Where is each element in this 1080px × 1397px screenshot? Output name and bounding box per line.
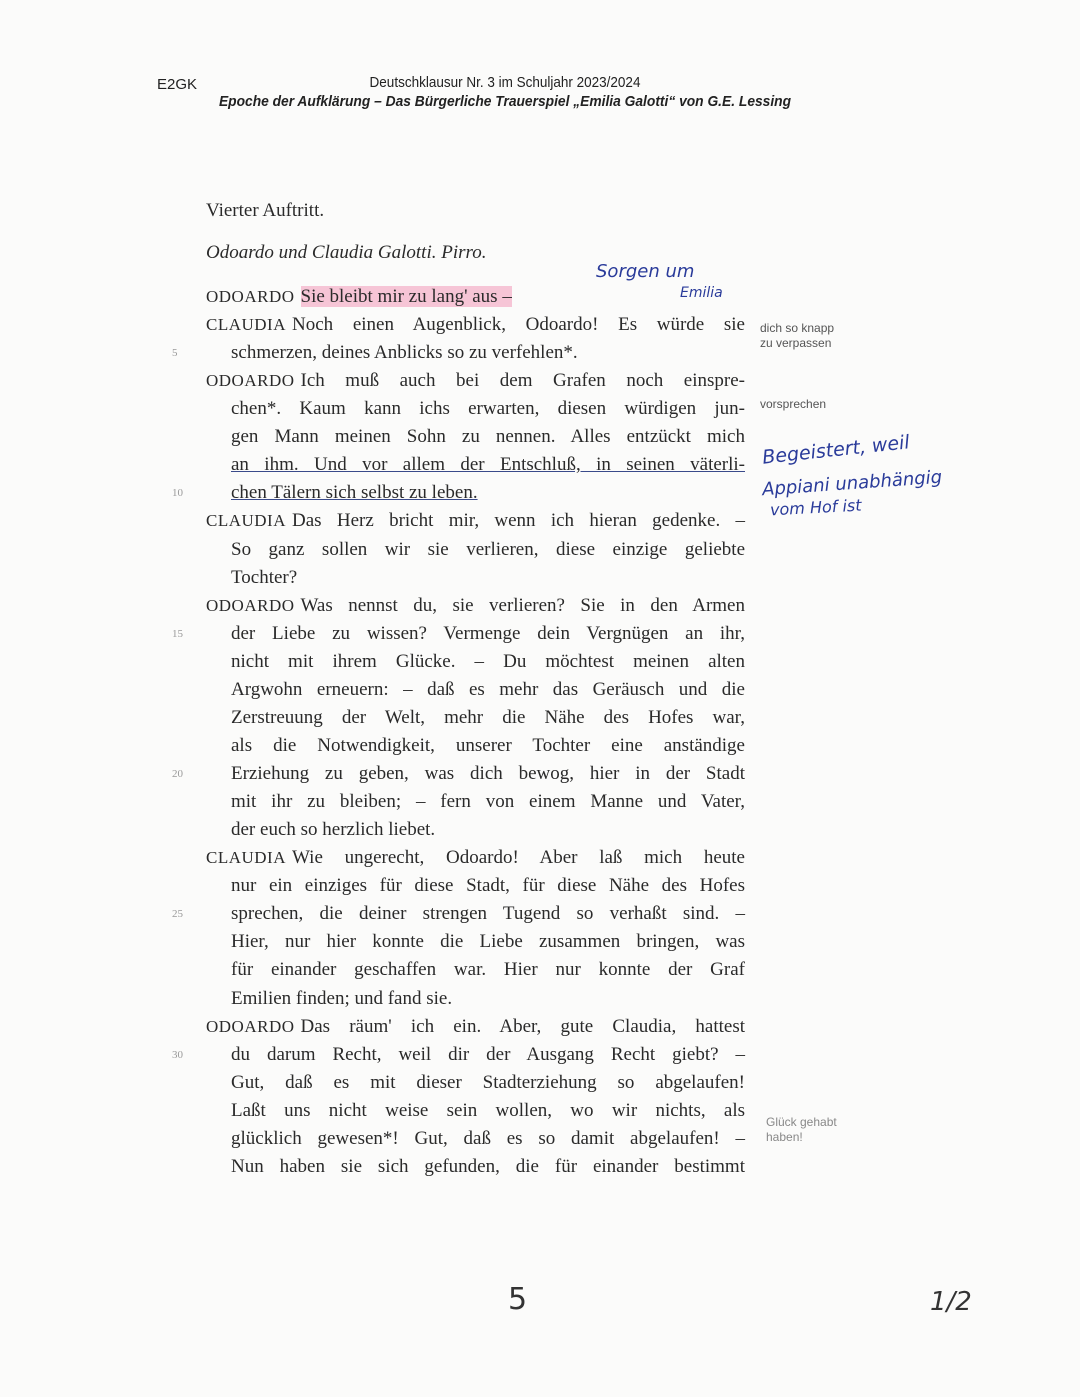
line-text: Argwohn erneuern: – daß es mehr das Geräusch und die — [231, 678, 745, 700]
speaker-name: ODOARDO — [206, 371, 295, 391]
exam-title: Deutschklausur Nr. 3 im Schuljahr 2023/2024 — [369, 74, 641, 91]
line-text: Zerstreuung der Welt, mehr die Nähe des Hofes war, — [231, 706, 745, 728]
text-line — [231, 874, 745, 898]
text-line — [231, 538, 745, 562]
page-number: 1/2 — [930, 1287, 972, 1317]
speaker-name: ODOARDO — [206, 1016, 295, 1036]
speaker-name: ODOARDO — [206, 595, 295, 615]
line-text: für einander geschaffen war. Hier nur konnte der Graf — [231, 959, 745, 981]
text-line — [231, 425, 745, 449]
line-text: glücklich gewesen*! Gut, daß es so damit abgelaufen! – — [231, 1127, 745, 1149]
handwritten-note: Appiani unabhängig — [761, 466, 943, 501]
line-text: Wie ungerecht, Odoardo! Aber laß mich heute — [292, 847, 745, 869]
text-line — [231, 1155, 745, 1179]
text-line — [206, 369, 745, 393]
line-text: Noch einen Augenblick, Odoardo! Es würde sie — [292, 314, 745, 336]
line-text: chen Tälern sich selbst zu leben. — [231, 482, 478, 504]
scene-characters: Odoardo und Claudia Galotti. Pirro. — [206, 242, 487, 263]
text-line — [231, 734, 745, 758]
line-number: 25 — [172, 908, 183, 921]
gloss-line: Glück gehabt — [766, 1115, 837, 1129]
text-line — [231, 1099, 745, 1123]
handwritten-score: 5 — [508, 1282, 528, 1317]
speaker-name: CLAUDIA — [206, 315, 286, 335]
text-line — [231, 481, 745, 505]
line-text: gen Mann meinen Sohn zu nennen. Alles entzückt mich — [231, 426, 745, 448]
text-line — [231, 790, 745, 814]
line-number: 10 — [172, 487, 183, 500]
line-number: 30 — [172, 1048, 183, 1061]
text-line — [206, 594, 745, 618]
text-line — [206, 1015, 745, 1039]
line-text: Emilien finden; und fand sie. — [231, 987, 453, 1009]
line-text: nicht mit ihrem Glücke. – Du möchtest meinen alten — [231, 650, 745, 672]
text-line — [231, 902, 745, 926]
text-line — [231, 678, 745, 702]
line-text: Sie bleibt mir zu lang' aus – — [300, 286, 512, 307]
gloss-line: zu verpassen — [760, 336, 832, 350]
handwritten-note: Sorgen um — [596, 261, 695, 282]
line-number: 5 — [172, 347, 178, 360]
speaker-name: CLAUDIA — [206, 511, 286, 531]
handwritten-note: Begeistert, weil — [761, 431, 911, 469]
line-number: 20 — [172, 768, 183, 781]
line-text: Tochter? — [231, 566, 298, 588]
text-line — [231, 930, 745, 954]
text-line — [231, 622, 745, 646]
line-text: der euch so herzlich liebet. — [231, 819, 436, 841]
gloss-line: dich so knapp — [760, 321, 835, 335]
speaker-name: ODOARDO — [206, 287, 295, 306]
text-line — [231, 706, 745, 730]
text-line — [231, 397, 745, 421]
course-code: E2GK — [157, 76, 198, 93]
gloss-note — [766, 1115, 837, 1145]
line-text: Das Herz bricht mir, wenn ich hieran gedenke. – — [292, 510, 745, 532]
line-text: als die Notwendigkeit, unserer Tochter eine anständige — [231, 734, 745, 756]
text-line — [231, 453, 745, 477]
gloss-line: haben! — [766, 1130, 803, 1144]
text-line — [231, 818, 745, 842]
line-text: Erziehung zu geben, was dich bewog, hier in der Stadt — [231, 763, 745, 785]
line-text: chen*. Kaum kann ichs erwarten, diesen würdigen jun- — [231, 398, 745, 420]
line-text: So ganz sollen wir sie verlieren, diese einzige geliebte — [231, 538, 745, 560]
text-line — [231, 566, 745, 590]
line-text: der Liebe zu wissen? Vermenge dein Vergnügen an ihr, — [231, 622, 745, 644]
line-text: nur ein einziges für diese Stadt, für diese Nähe des Hofes — [231, 875, 745, 897]
line-text: schmerzen, deines Anblicks so zu verfehlen*. — [231, 342, 578, 364]
speaker-name: CLAUDIA — [206, 848, 286, 868]
line-text: Ich muß auch bei dem Grafen noch einspre- — [300, 370, 745, 392]
line-text: Nun haben sie sich gefunden, die für einander bestimmt — [231, 1155, 745, 1177]
exam-subtitle: Epoche der Aufklärung – Das Bürgerliche Trauerspiel „Emilia Galotti“ von G.E. Lessing — [218, 93, 792, 110]
gloss-note: vorsprechen — [760, 397, 827, 411]
text-line — [231, 341, 745, 365]
handwritten-note: Emilia — [680, 285, 723, 301]
text-line — [231, 987, 745, 1011]
text-line — [206, 846, 745, 870]
text-line — [231, 1043, 745, 1067]
scene-heading: Vierter Auftritt. — [206, 200, 325, 221]
line-text: Hier, nur hier konnte die Liebe zusammen bringen, was — [231, 931, 745, 953]
handwritten-note: vom Hof ist — [769, 495, 862, 520]
line-text: sprechen, die deiner strengen Tugend so verhaßt sind. – — [231, 903, 745, 925]
line-number: 15 — [172, 627, 183, 640]
line-text: Was nennst du, sie verlieren? Sie in den Armen — [300, 594, 745, 616]
text-line — [231, 958, 745, 982]
text-line — [231, 1071, 745, 1095]
line-text: du darum Recht, weil dir der Ausgang Recht giebt? – — [231, 1043, 745, 1065]
text-line — [231, 1127, 745, 1151]
text-line — [231, 762, 745, 786]
line-text: Das räum' ich ein. Aber, gute Claudia, hattest — [300, 1015, 745, 1037]
line-text: mit ihr zu bleiben; – fern von einem Manne und Vater, — [231, 791, 745, 813]
line-text: Gut, daß es mit dieser Stadterziehung so abgelaufen! — [231, 1071, 745, 1093]
text-line — [206, 509, 745, 533]
gloss-note — [760, 321, 834, 351]
text-line — [231, 650, 745, 674]
text-line — [206, 313, 745, 337]
line-text: Laßt uns nicht weise sein wollen, wo wir nichts, als — [231, 1099, 745, 1121]
line-text: an ihm. Und vor allem der Entschluß, in seinen väterli- — [231, 454, 745, 476]
text-line — [206, 285, 745, 309]
